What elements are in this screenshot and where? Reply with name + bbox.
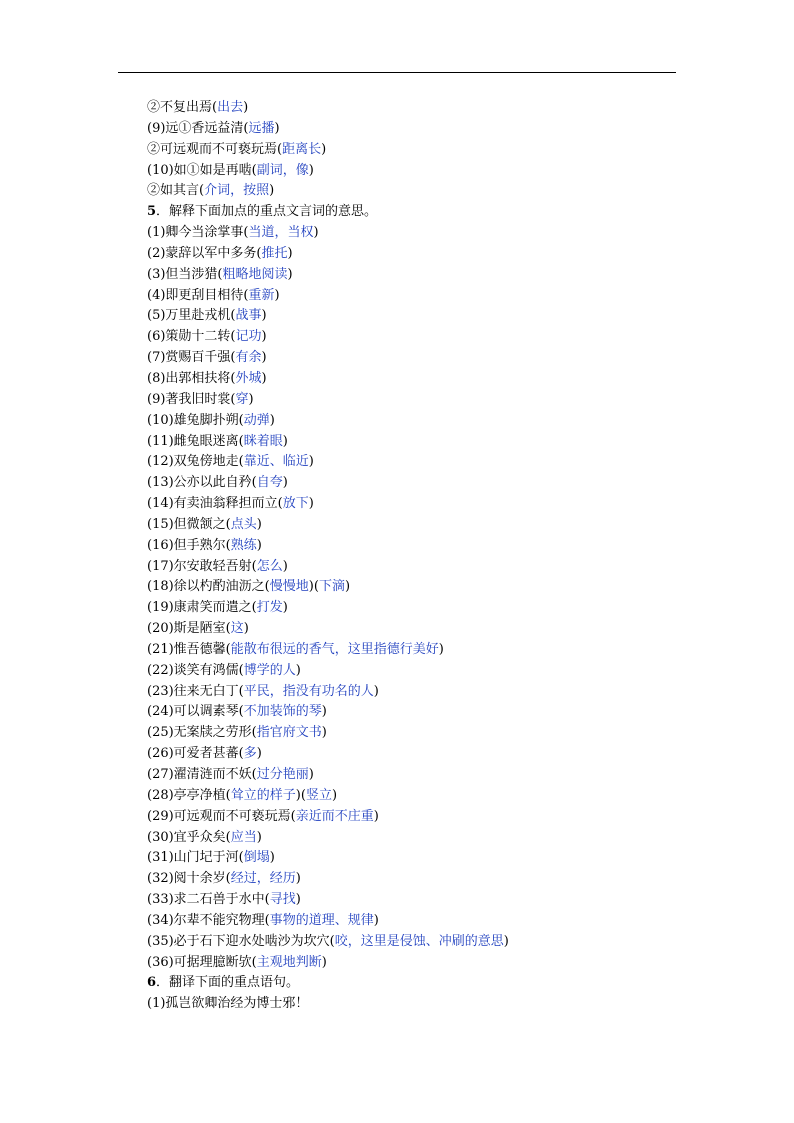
- question-text: (7)赏赐百千强(: [147, 350, 236, 366]
- punctuation: ): [321, 954, 327, 970]
- list-item: [147, 890, 747, 911]
- answer-text: 能散布很远的香气，这里指德行美好: [230, 641, 439, 657]
- punctuation: ): [269, 850, 275, 866]
- answer-text: 点头: [230, 516, 257, 532]
- question-text: (11)雌兔眼迷离(: [147, 433, 244, 449]
- answer-text: 下滴: [318, 579, 345, 595]
- punctuation: ): [373, 912, 379, 928]
- list-item: [147, 682, 747, 703]
- question-text: (24)可以调素琴(: [147, 704, 244, 720]
- punctuation: ): [295, 662, 301, 678]
- question-text: (31)山门圮于河(: [147, 850, 244, 866]
- question-text: (25)无案牍之劳形(: [147, 725, 257, 741]
- list-item: [147, 536, 747, 557]
- list-item: [147, 598, 747, 619]
- answer-text: 事物的道理、规律: [269, 912, 374, 928]
- question-text: ．解释下面加点的重点文言词的意思。: [156, 204, 378, 220]
- list-item: [147, 432, 747, 453]
- list-item: [147, 723, 747, 744]
- punctuation: ): [313, 225, 319, 241]
- punctuation: ): [261, 329, 267, 345]
- answer-text: 远播: [248, 120, 275, 136]
- section-heading: [147, 202, 747, 223]
- answer-text: 外城: [235, 370, 262, 386]
- punctuation: ): [256, 746, 262, 762]
- list-item: [147, 244, 747, 265]
- list-item: [147, 807, 747, 828]
- answer-text: 副词，像: [256, 162, 309, 178]
- punctuation: ): [331, 787, 338, 803]
- list-item: [147, 702, 747, 723]
- answer-text: 当道，当权: [248, 225, 314, 241]
- punctuation: ): [295, 871, 301, 887]
- answer-text: 慢慢地: [269, 579, 309, 595]
- question-text: (36)可据理臆断欤(: [147, 954, 257, 970]
- punctuation: ): [274, 287, 280, 303]
- answer-text: 耸立的样子: [230, 787, 296, 803]
- answer-text: 眯着眼: [243, 433, 283, 449]
- list-item: [147, 473, 747, 494]
- question-text: (21)惟吾德馨(: [147, 641, 231, 657]
- question-text: (12)双兔傍地走(: [147, 454, 244, 470]
- punctuation: ): [261, 350, 267, 366]
- list-item: [147, 348, 747, 369]
- punctuation: ): [438, 641, 444, 657]
- list-item: [147, 744, 747, 765]
- list-item: [147, 661, 747, 682]
- question-text: (2)蒙辞以军中多务(: [147, 245, 262, 261]
- answer-text: 记功: [235, 329, 262, 345]
- punctuation: ): [373, 683, 379, 699]
- punctuation: ): [261, 370, 267, 386]
- question-text: (8)出郭相扶将(: [147, 370, 236, 386]
- list-item: [147, 306, 747, 327]
- answer-text: 放下: [282, 496, 309, 512]
- answer-text: 靠近、临近: [243, 454, 309, 470]
- question-text: (35)必于石下迎水处啮沙为坎穴(: [147, 933, 335, 949]
- question-text: (1)孤岂欲卿治经为博士邪！: [147, 996, 309, 1012]
- list-item: [147, 765, 747, 786]
- punctuation: ): [256, 829, 262, 845]
- question-text: ②可远观而不可亵玩焉(: [147, 141, 283, 157]
- punctuation: ): [256, 516, 262, 532]
- question-text: (20)斯是陋室(: [147, 621, 231, 637]
- question-text: (10)如①如是再啮(: [147, 162, 257, 178]
- answer-text: 有余: [235, 350, 262, 366]
- answer-text: 倒塌: [243, 850, 270, 866]
- punctuation: ): [321, 141, 327, 157]
- punctuation: ): [282, 558, 288, 574]
- punctuation: ): [261, 308, 267, 324]
- punctuation: ): [287, 266, 293, 282]
- list-item: [147, 640, 747, 661]
- list-item: [147, 161, 747, 182]
- list-item: [147, 515, 747, 536]
- answer-text: 寻找: [269, 892, 296, 908]
- punctuation: ): [373, 808, 379, 824]
- punctuation: ): [308, 162, 314, 178]
- list-item: [147, 848, 747, 869]
- answer-text: 战事: [235, 308, 262, 324]
- list-item: [147, 119, 747, 140]
- list-item: [147, 869, 747, 890]
- answer-text: 多: [243, 746, 257, 762]
- answer-text: 指官府文书: [256, 725, 322, 741]
- list-item: [147, 223, 747, 244]
- punctuation: ): [282, 600, 288, 616]
- list-item: [147, 953, 747, 974]
- question-text: (1)卿今当涂掌事(: [147, 225, 249, 241]
- question-text: (19)康肃笑而遣之(: [147, 600, 257, 616]
- answer-text: 应当: [230, 829, 257, 845]
- punctuation: ): [274, 120, 280, 136]
- answer-text: 过分艳丽: [256, 767, 309, 782]
- document-body: [147, 98, 747, 1015]
- list-item: [147, 932, 747, 953]
- list-item: [147, 557, 747, 578]
- answer-text: 这: [230, 621, 244, 637]
- answer-text: 穿: [235, 391, 249, 407]
- punctuation: ): [308, 454, 314, 470]
- punctuation: )(: [295, 787, 306, 803]
- question-text: (9)著我旧时裳(: [147, 391, 236, 407]
- punctuation: ): [344, 579, 351, 595]
- question-text: ②如其言(: [147, 183, 205, 199]
- list-item: [147, 577, 747, 598]
- answer-text: 重新: [248, 287, 275, 303]
- question-text: (22)谈笑有鸿儒(: [147, 662, 244, 678]
- question-text: (26)可爱者甚蕃(: [147, 746, 244, 762]
- punctuation: ): [308, 496, 314, 512]
- question-text: (14)有卖油翁释担而立(: [147, 496, 283, 512]
- question-text: (18)徐以杓酌油沥之(: [147, 579, 270, 595]
- question-text: (33)求二石兽于水中(: [147, 892, 270, 908]
- question-text: (16)但手熟尔(: [147, 537, 231, 553]
- list-item: [147, 411, 747, 432]
- answer-text: 自夸: [256, 475, 283, 491]
- punctuation: )(: [308, 579, 319, 595]
- punctuation: ): [308, 767, 314, 782]
- list-item: [147, 286, 747, 307]
- answer-text: 咬，这里是侵蚀、冲刷的意思: [334, 933, 504, 949]
- question-text: ．翻译下面的重点语句。: [156, 975, 300, 991]
- answer-text: 主观地判断: [256, 954, 322, 970]
- question-text: (6)策勋十二转(: [147, 329, 236, 345]
- answer-text: 介词，按照: [204, 183, 270, 199]
- list-item: [147, 452, 747, 473]
- list-item: [147, 828, 747, 849]
- punctuation: ): [243, 100, 249, 115]
- question-text: (3)但当涉猎(: [147, 266, 223, 282]
- answer-text: 博学的人: [243, 662, 296, 678]
- punctuation: ): [282, 475, 288, 491]
- answer-text: 出去: [217, 100, 244, 115]
- answer-text: 怎么: [256, 558, 283, 574]
- punctuation: ): [321, 704, 327, 720]
- answer-text: 推托: [261, 245, 288, 261]
- question-text: (34)尔辈不能究物理(: [147, 912, 270, 928]
- punctuation: ): [269, 412, 275, 428]
- answer-text: 亲近而不庄重: [295, 808, 374, 824]
- question-text: (28)亭亭净植(: [147, 787, 231, 803]
- answer-text: 粗略地阅读: [222, 266, 288, 282]
- answer-text: 打发: [256, 600, 283, 616]
- question-text: (29)可远观而不可亵玩焉(: [147, 808, 296, 824]
- section-number: 6: [147, 975, 157, 991]
- question-text: (15)但微颔之(: [147, 516, 231, 532]
- question-text: ②不复出焉(: [147, 100, 218, 115]
- punctuation: ): [503, 933, 509, 949]
- answer-text: 距离长: [282, 141, 322, 157]
- list-item: [147, 369, 747, 390]
- list-item: [147, 911, 747, 932]
- punctuation: ): [282, 433, 288, 449]
- list-item: [147, 140, 747, 161]
- punctuation: ): [295, 892, 301, 908]
- list-item: [147, 994, 747, 1015]
- question-text: (23)往来无白丁(: [147, 683, 244, 699]
- list-item: [147, 619, 747, 640]
- header-rule: [118, 72, 676, 73]
- answer-text: 平民，指没有功名的人: [243, 683, 374, 699]
- answer-text: 经过，经历: [230, 871, 296, 887]
- list-item: [147, 390, 747, 411]
- answer-text: 动弹: [243, 412, 270, 428]
- list-item: [147, 327, 747, 348]
- question-text: (4)即更刮目相待(: [147, 287, 249, 303]
- punctuation: ): [243, 621, 249, 637]
- answer-text: 不加装饰的琴: [243, 704, 322, 720]
- question-text: (5)万里赴戎机(: [147, 308, 236, 324]
- punctuation: ): [269, 183, 275, 199]
- question-text: (32)阅十余岁(: [147, 871, 231, 887]
- punctuation: ): [321, 725, 327, 741]
- list-item: [147, 98, 747, 119]
- question-text: (13)公亦以此自矜(: [147, 475, 257, 491]
- punctuation: ): [256, 537, 262, 553]
- section-number: 5: [147, 204, 157, 220]
- list-item: [147, 181, 747, 202]
- answer-text: 熟练: [230, 537, 257, 553]
- question-text: (30)宜乎众矣(: [147, 829, 231, 845]
- answer-text: 竖立: [305, 787, 332, 803]
- punctuation: ): [287, 245, 293, 261]
- list-item: [147, 786, 747, 807]
- question-text: (9)远①香远益清(: [147, 120, 249, 136]
- punctuation: ): [248, 391, 254, 407]
- question-text: (17)尔安敢轻吾射(: [147, 558, 257, 574]
- list-item: [147, 494, 747, 515]
- section-heading: [147, 973, 747, 994]
- list-item: [147, 265, 747, 286]
- question-text: (27)濯清涟而不妖(: [147, 767, 257, 782]
- question-text: (10)雄兔脚扑朔(: [147, 412, 244, 428]
